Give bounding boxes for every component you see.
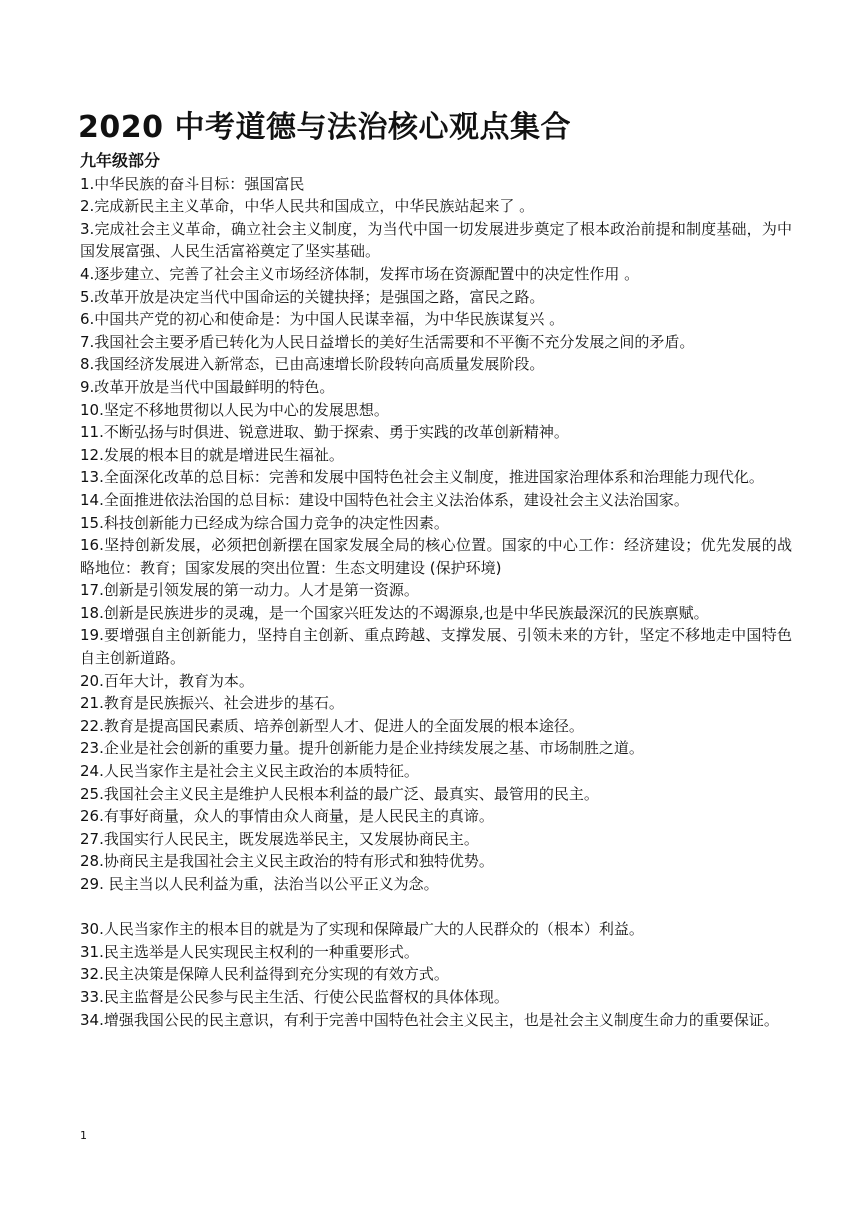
point-item: 33.民主监督是公民参与民主生活、行使公民监督权的具体体现。 (80, 987, 509, 1006)
point-item: 1.中华民族的奋斗目标：强国富民 (80, 174, 305, 193)
point-item: 9.改革开放是当代中国最鲜明的特色。 (80, 377, 335, 396)
key-points-list (80, 173, 792, 1032)
point-item: 24.人民当家作主是社会主义民主政治的本质特征。 (80, 762, 419, 781)
point-item: 10.坚定不移地贯彻以人民为中心的发展思想。 (80, 400, 389, 419)
point-item: 21.教育是民族振兴、社会进步的基石。 (80, 694, 344, 713)
point-item: 20.百年大计，教育为本。 (80, 671, 254, 690)
point-item: 14.全面推进依法治国的总目标：建设中国特色社会主义法治体系，建设社会主义法治国家。 (80, 490, 689, 509)
point-item: 12.发展的根本目的就是增进民生福祉。 (80, 445, 344, 464)
point-item: 18.创新是民族进步的灵魂，是一个国家兴旺发达的不竭源泉,也是中华民族最深沉的民族禀赋。 (80, 603, 709, 622)
point-item: 23.企业是社会创新的重要力量。提升创新能力是企业持续发展之基、市场制胜之道。 (80, 739, 644, 758)
point-item: 7.我国社会主要矛盾已转化为人民日益增长的美好生活需要和不平衡不充分发展之间的矛盾。 (80, 332, 695, 351)
document-title: 2020 中考道德与法治核心观点集合 (78, 110, 571, 145)
point-item: 19.要增强自主创新能力，坚持自主创新、重点跨越、支撑发展、引领未来的方针，坚定不移地走中国特色自主创新道路。 (80, 626, 792, 668)
page-number: 1 (80, 1129, 87, 1142)
point-item: 3.完成社会主义革命，确立社会主义制度，为当代中国一切发展进步奠定了根本政治前提和制度基础，为中国发展富强、人民生活富裕奠定了坚实基础。 (80, 219, 792, 261)
point-item: 13.全面深化改革的总目标：完善和发展中国特色社会主义制度，推进国家治理体系和治理能力现代化。 (80, 468, 764, 487)
point-item: 31.民主选举是人民实现民主权利的一种重要形式。 (80, 942, 419, 961)
point-item: 29. 民主当以人民利益为重，法治当以公平正义为念。 (80, 875, 439, 893)
point-item: 17.创新是引领发展的第一动力。人才是第一资源。 (80, 581, 419, 600)
point-item: 16.坚持创新发展，必须把创新摆在国家发展全局的核心位置。国家的中心工作：经济建设；优先发展的战略地位：教育；国家发展的突出位置：生态文明建设 (保护环境) (80, 536, 792, 577)
point-item: 15.科技创新能力已经成为综合国力竞争的决定性因素。 (80, 513, 449, 532)
point-item: 4.逐步建立、完善了社会主义市场经济体制，发挥市场在资源配置中的决定性作用 。 (80, 264, 640, 283)
point-item: 11.不断弘扬与时俱进、锐意进取、勤于探索、勇于实践的改革创新精神。 (80, 423, 569, 442)
point-item: 30.人民当家作主的根本目的就是为了实现和保障最广大的人民群众的（根本）利益。 (80, 920, 644, 939)
section-heading: 九年级部分 (80, 151, 161, 170)
point-item: 2.完成新民主主义革命，中华人民共和国成立，中华民族站起来了 。 (80, 197, 535, 216)
point-item: 22.教育是提高国民素质、培养创新型人才、促进人的全面发展的根本途径。 (80, 716, 584, 735)
point-item: 28.协商民主是我国社会主义民主政治的特有形式和独特优势。 (80, 852, 494, 871)
point-item: 27.我国实行人民民主，既发展选举民主，又发展协商民主。 (80, 829, 479, 848)
point-item: 25.我国社会主义民主是维护人民根本利益的最广泛、最真实、最管用的民主。 (80, 784, 599, 803)
point-item: 5.改革开放是决定当代中国命运的关键抉择；是强国之路，富民之路。 (80, 287, 545, 306)
point-item: 26.有事好商量，众人的事情由众人商量，是人民民主的真谛。 (80, 807, 494, 826)
point-item: 8.我国经济发展进入新常态，已由高速增长阶段转向高质量发展阶段。 (80, 355, 545, 374)
point-item: 34.增强我国公民的民主意识，有利于完善中国特色社会主义民主，也是社会主义制度生命力的重要保证。 (80, 1010, 779, 1029)
point-item: 32.民主决策是保障人民利益得到充分实现的有效方式。 (80, 965, 449, 984)
point-item: 6.中国共产党的初心和使命是：为中国人民谋幸福，为中华民族谋复兴 。 (80, 310, 565, 329)
